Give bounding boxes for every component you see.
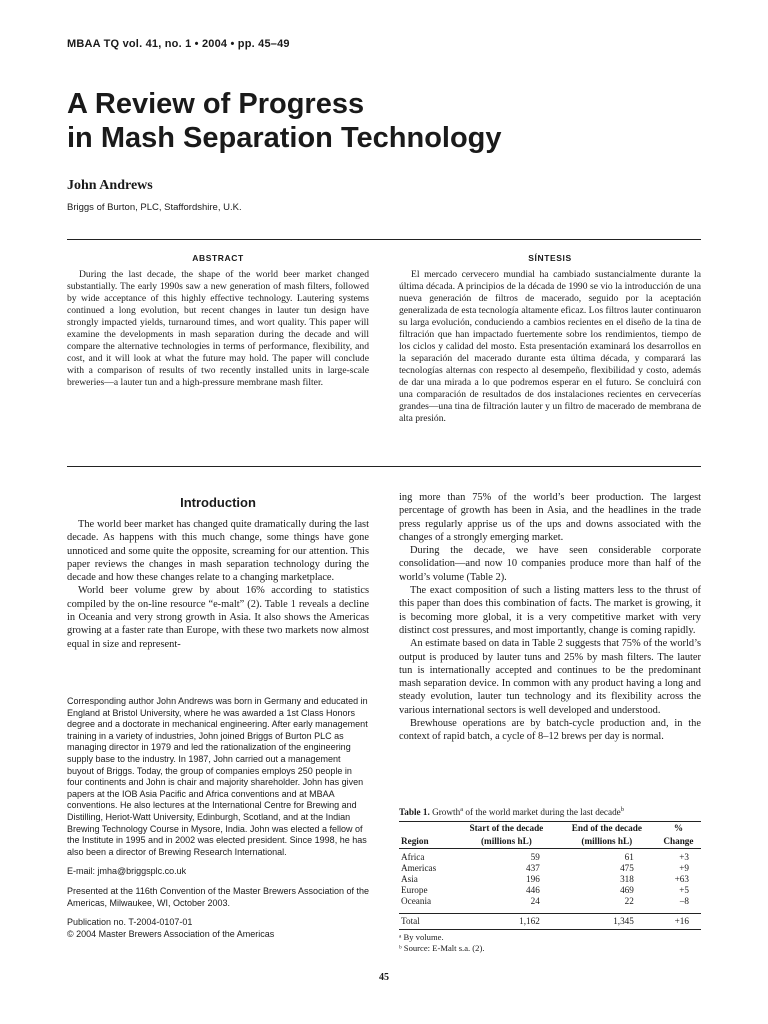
- body-column-left: [67, 518, 369, 651]
- abstract-spanish: [399, 253, 701, 425]
- table-header-row-2: [399, 835, 701, 849]
- table-caption-text-2: of the world market during the last decade: [463, 807, 621, 818]
- page-number: 45: [379, 972, 389, 983]
- header-end-decade: End of the decade: [558, 822, 656, 836]
- header-end-unit: (millions hL): [558, 835, 656, 849]
- header-start-unit: (millions hL): [455, 835, 558, 849]
- table-header-row-1: [399, 822, 701, 836]
- top-divider: [67, 239, 701, 240]
- title-line-2: in Mash Separation Technology: [67, 122, 502, 154]
- table-caption-text: Growth: [429, 807, 461, 818]
- intro-paragraph-5: An estimate based on data in Table 2 suggests that 75% of the world’s output is produced by lauter tuns and 25% by mash filters. The lauter tun is internationally accepted and continues to be the predominant mash separation device. In common with any product having a long and steady evolution, lauter tun technology and its flexibility across the various international sectors is well developed and understood.: [399, 638, 701, 716]
- copyright-note: © 2004 Master Brewers Association of the Americas: [67, 928, 275, 939]
- table-footnote-a: ᵃ By volume.: [399, 932, 444, 943]
- header-start-decade: Start of the decade: [455, 822, 558, 836]
- intro-paragraph-3: During the decade, we have seen considerable corporate consolidation—and now 10 companies produce more than half of the world’s volume (Table 2).: [399, 545, 701, 583]
- table-row: Europe 446 469 +5: [401, 885, 689, 896]
- intro-paragraph-1: The world beer market has changed quite dramatically during the last decade. As happens with this much change, some things have gone unnoticed and some quite the opposite, screaming for our attention. This paper reviews the changes in mash separation technology during the decade and how these changes relate to a changing marketplace.: [67, 519, 369, 584]
- table-caption-sup-b: b: [620, 806, 624, 813]
- abstract-heading: ABSTRACT: [192, 253, 244, 263]
- header-change: Change: [656, 835, 701, 849]
- author-email: E-mail: jmha@briggsplc.co.uk: [67, 866, 187, 877]
- author-bio: Corresponding author John Andrews was born in Germany and educated in England at Bristol University, where he was awarded a 1st Class Honors degree and a doctorate in mechanical engineering. After early management training in a variety of industries, John joined Briggs of Burton PLC as managing director in 1979 and led the rationalization of the engineering supply base to the industry. In 1987, John carried out a management buyout of Briggs. Today, the group of companies employs 250 people in four continents and John is chair and majority shareholder. John has given papers at the IOB Asia Pacific and Africa conventions and at MBAA conventions. He also lectures at the International Centre for Brewing and Distilling, Heriot-Watt University, Edinburgh, Scotland, and at the Indian Brewing Technology Course in Mysore, India. John was elected a fellow of the Institute in 1995 and in 2002 was elected president. Since 1998, he has also been a director of Brewing Research International.: [67, 696, 368, 857]
- table-footnote-b: ᵇ Source: E-Malt s.a. (2).: [399, 943, 485, 954]
- table-row: Asia 196 318 +63: [401, 874, 689, 885]
- author-name: John Andrews: [67, 178, 153, 193]
- journal-citation: MBAA TQ vol. 41, no. 1 • 2004 • pp. 45–49: [67, 38, 290, 50]
- author-affiliation: Briggs of Burton, PLC, Staffordshire, U.K.: [67, 202, 242, 213]
- publication-number: Publication no. T-2004-0107-01: [67, 917, 193, 928]
- abstract-divider: [67, 466, 701, 467]
- sintesis-heading: SÍNTESIS: [528, 253, 572, 263]
- table-caption-sup-a: a: [460, 806, 464, 813]
- presentation-note: Presented at the 116th Convention of the Master Brewers Association of the Americas, Milwaukee, WI, October 2003.: [67, 885, 370, 908]
- table-row: Americas 437 475 +9: [401, 863, 689, 874]
- table-row: Oceania 24 22 –8: [401, 896, 689, 907]
- growth-table: [399, 821, 701, 930]
- body-column-right: [399, 491, 701, 744]
- table-caption: [399, 806, 701, 817]
- intro-paragraph-4: The exact composition of such a listing matters less to the thrust of this paper than does this combination of facts. The market is growing, it is becoming more global, it is a very competitive market with very distinct cost pressures, and most importantly, change is coming rapidly.: [399, 585, 701, 636]
- intro-paragraph-continued: ing more than 75% of the world’s beer production. The largest percentage of growth has been in Asia, and the headlines in the trade press regularly apprise us of the ups and downs associated with the changes of a strongly emerging market.: [399, 492, 701, 543]
- intro-paragraph-6: Brewhouse operations are by batch-cycle production and, in the context of rapid batch, a cycle of 8–12 brews per day is normal.: [399, 718, 701, 743]
- table-1: [399, 806, 701, 954]
- table-caption-label: Table 1.: [399, 807, 430, 818]
- article-title: [67, 87, 687, 155]
- sintesis-text: El mercado cervecero mundial ha cambiado sustancialmente durante la última década. A principios de la década de 1990 se vio la introducción de una nueva generación de filtros de macerado, seguido por la aceptación generalizada de esta tecnología altamente eficaz. Los filtros lauter continuaron su larga evolución, conduciendo a cambios recientes en el diseño de la tina de filtración que han impactado fuertemente sobre los rendimientos, tiempo de los ciclos y calidad del mosto. Esta presentación examinará los desarrollos en la separación del macerado durante esta última década, y comparará las tecnologías alternas con respecto al desempeño, flexibilidad y costo, además de dar una mirada a lo que podremos esperar en el futuro. Se concluirá con una comparación de resultados de dos instalaciones recientes en cervecerías grandes—una tina de filtración lauter y un filtro de macerado de membrana de alta presión.: [399, 269, 701, 424]
- header-percent: %: [656, 822, 701, 836]
- abstract-english: [67, 253, 369, 389]
- header-region: Region: [399, 835, 455, 849]
- table-total-row: Total 1,162 1,345 +16: [399, 914, 701, 930]
- author-note: [67, 696, 369, 948]
- table-row: Africa 59 61 +3: [401, 852, 689, 863]
- intro-paragraph-2: World beer volume grew by about 16% according to statistics compiled by the on-line resource “e-malt” (2). Table 1 reveals a decline in Oceania and very strong growth in Asia. It also shows the Americas growing at a faster rate than Europe, with these two markets now almost equal in size and represent-: [67, 585, 369, 650]
- section-heading-introduction: Introduction: [180, 495, 256, 510]
- title-line-1: A Review of Progress: [67, 88, 365, 120]
- abstract-text: During the last decade, the shape of the world beer market changed substantially. The early 1990s saw a new generation of mash filters, followed by wide acceptance of this highly effective technology. Lautering systems continued a long evolution, but recent changes in lauter tun design have strongly impacted yields, turnaround times, and wort quality. This paper will examine the developments in mash separation during the decade and will compare the alternative technologies in terms of performance, flexibility, and cost, and it will look at what the future may hold. The paper will conclude with a comparison of results of two recently installed units in large-scale breweries—a lauter tun and a high-pressure membrane mash filter.: [67, 269, 369, 388]
